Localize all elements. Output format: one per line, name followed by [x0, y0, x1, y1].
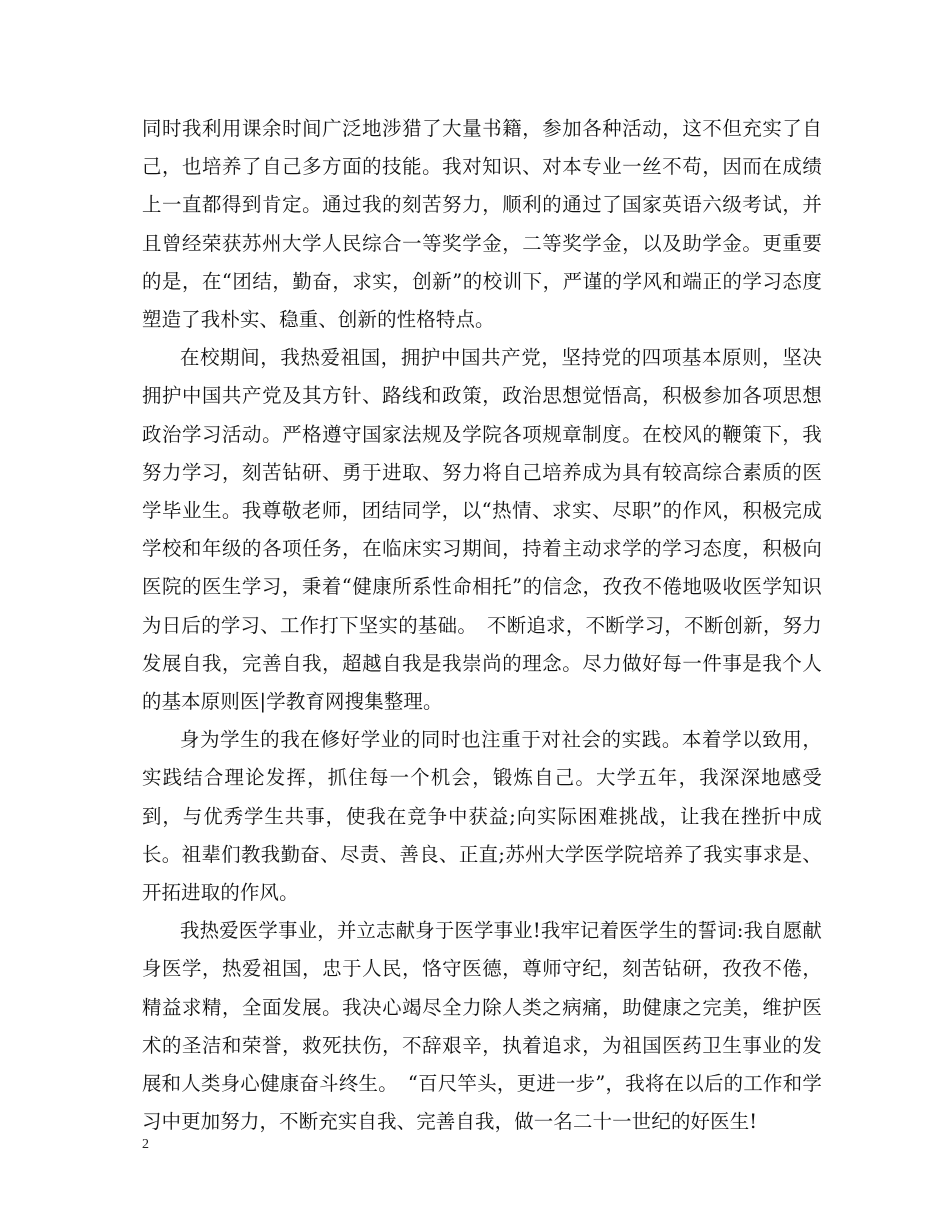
paragraph-3: 身为学生的我在修好学业的同时也注重于对社会的实践。本着学以致用，实践结合理论发挥，抓住每一个机会，锻炼自己。大学五年，我深深地感受到，与优秀学生共事，使我在竞争中获益;向实际困难挑战，让我在挫折中成长。祖辈们教我勤奋、尽责、善良、正直;苏州大学医学院培养了我实事求是、开拓进取的作风。	[142, 728, 822, 905]
paragraph-1: 同时我利用课余时间广泛地涉猎了大量书籍，参加各种活动，这不但充实了自己，也培养了自己多方面的技能。我对知识、对本专业一丝不苟，因而在成绩上一直都得到肯定。通过我的刻苦努力，顺利的通过了国家英语六级考试，并且曾经荣获苏州大学人民综合一等奖学金，二等奖学金，以及助学金。更重要的是，在“团结，勤奋，求实，创新”的校训下，严谨的学风和端正的学习态度塑造了我朴实、稳重、创新的性格特点。	[142, 117, 822, 332]
document-body	[142, 110, 822, 1141]
page-number: 2	[142, 1137, 149, 1152]
paragraph-2: 在校期间，我热爱祖国，拥护中国共产党，坚持党的四项基本原则，坚决拥护中国共产党及其方针、路线和政策，政治思想觉悟高，积极参加各项思想政治学习活动。严格遵守国家法规及学院各项规章制度。在校风的鞭策下，我努力学习，刻苦钻研、勇于进取、努力将自己培养成为具有较高综合素质的医学毕业生。我尊敬老师，团结同学，以“热情、求实、尽职”的作风，积极完成学校和年级的各项任务，在临床实习期间，持着主动求学的学习态度，积极向医院的医生学习，秉着“健康所系性命相托”的信念，孜孜不倦地吸收医学知识为日后的学习、工作打下坚实的基础。 不断追求，不断学习，不断创新，努力发展自我，完善自我，超越自我是我崇尚的理念。尽力做好每一件事是我个人的基本原则医|学教育网搜集整理。	[142, 346, 822, 714]
paragraph-4: 我热爱医学事业，并立志献身于医学事业!我牢记着医学生的誓词:我自愿献身医学，热爱祖国，忠于人民，恪守医德，尊师守纪，刻苦钻研，孜孜不倦，精益求精，全面发展。我决心竭尽全力除人类之病痛，助健康之完美，维护医术的圣洁和荣誉，救死扶伤，不辞艰辛，执着追求，为祖国医药卫生事业的发展和人类身心健康奋斗终生。 “百尺竿头，更进一步”，我将在以后的工作和学习中更加努力，不断充实自我、完善自我，做一名二十一世纪的好医生!	[142, 919, 822, 1134]
